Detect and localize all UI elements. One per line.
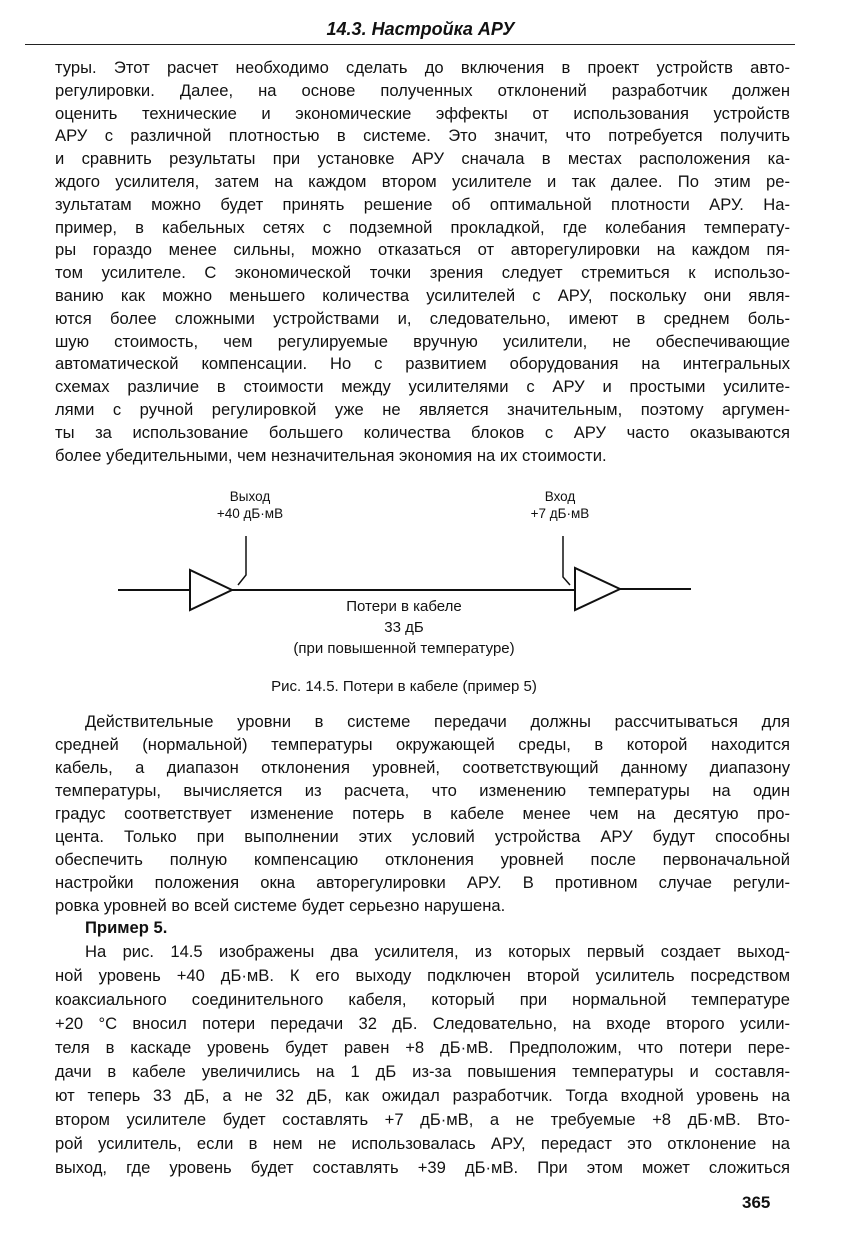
text-line: На рис. 14.5 изображены два усилителя, из которых первый создает выход- [85,942,790,961]
text-line: выход, где уровень будет составлять +39 дБ·мВ. При этом может сложиться [55,1158,790,1177]
running-header: 14.3. Настройка АРУ [326,19,515,39]
input-pointer [563,536,570,585]
text-line: ются более сложными устройствами и, следовательно, имеют в среднем боль- [55,308,790,328]
text-line: +20 °С вносил потери передачи 32 дБ. Следовательно, на входе второго усили- [55,1014,790,1033]
text-line: обеспечить полную компенсацию отклонения уровней после первоначальной [55,850,790,869]
output-level: +40 дБ·мВ [216,506,284,521]
text-line: и сравнить результаты при установке АРУ сначала в местах расположения ка- [55,149,790,169]
text-line: схемах различие в стоимости между усилителями с АРУ и простыми усилите- [55,377,790,397]
text-line: том усилителе. С экономической точки зрения следует стремиться к использо- [55,263,790,283]
text-line: ждого усилителя, затем на каждом втором усилителе и так далее. По этим ре- [55,171,790,191]
figure-caption: Рис. 14.5. Потери в кабеле (пример 5) [271,678,537,695]
amplifier-1-triangle [190,570,232,610]
text-line: втором усилителе будет составлять +7 дБ·мВ, а не требуемые +8 дБ·мВ. Вто- [55,1110,790,1129]
text-line: ют теперь 33 дБ, а не 32 дБ, как ожидал разработчик. Тогда входной уровень на [55,1086,790,1105]
text-line: ванию как можно меньшего количества усилителей с АРУ, поскольку они явля- [55,285,790,305]
text-line: автоматической компенсации. Но с развитием оборудования на интегральных [55,354,790,374]
text-line: коаксиального соединительного кабеля, который при нормальной температуре [55,990,790,1009]
text-line: зультатам можно будет принять решение об оптимальной плотности АРУ. На- [55,194,790,214]
loss-label-line2: 33 дБ [384,619,424,636]
example-heading: Пример 5. [85,918,168,937]
text-line: туры. Этот расчет необходимо сделать до включения в проект устройств авто- [55,58,790,77]
text-line: теля в каскаде уровень будет равен +8 дБ·мВ. Предположим, что потери пере- [55,1038,790,1057]
text-line: регулировки. Далее, на основе полученных отклонений разработчик должен [55,80,790,100]
text-line: более убедительными, чем незначительная экономия на их стоимости. [55,445,607,465]
input-level: +7 дБ·мВ [530,506,590,521]
loss-label-line3: (при повышенной температуре) [293,640,515,657]
text-line: дачи в кабеле увеличились на 1 дБ из-за повышения температуры и составля- [55,1062,790,1081]
text-line: кабель, а диапазон отклонения уровней, соответствующий данному диапазону [55,758,790,777]
text-line: пример, в кабельных сетях с подземной прокладкой, где колебания температу- [55,217,790,237]
page-number: 365 [742,1193,771,1212]
output-pointer [238,536,246,585]
text-line: шую стоимость, чем регулируемые вручную усилители, не обеспечивающие [55,331,790,351]
input-label: Вход [544,489,576,504]
text-line: настройки положения окна авторегулировки АРУ. В противном случае регули- [55,873,790,892]
text-line: средней (нормальной) температуры окружающей среды, в которой находится [55,735,790,754]
amplifier-2-triangle [575,568,620,610]
text-line: Действительные уровни в системе передачи должны рассчитываться для [85,712,790,731]
text-line: оценить технические и экономические эффекты от использования устройств [55,103,790,123]
paragraph-3 [55,940,790,1180]
output-label: Выход [229,489,271,504]
text-line: ной уровень +40 дБ·мВ. К его выходу подключен второй усилитель посредством [55,966,790,985]
text-line: температуры, вычисляется из расчета, что изменению температуры на один [55,781,790,800]
text-line: ты за использование большего количества блоков с АРУ часто оказываются [55,422,790,442]
text-line: ровка уровней во всей системе будет серьезно нарушена. [55,896,506,915]
text-line: лями с ручной регулировкой уже не является значительным, поэтому аргумен- [55,399,790,419]
text-line: рой усилитель, если в нем не использовалась АРУ, передаст это отклонение на [55,1134,790,1153]
loss-label-line1: Потери в кабеле [346,598,462,615]
text-line: ры гораздо менее сильны, можно отказаться от авторегулировки на каждом пя- [55,240,790,260]
text-line: АРУ с различной плотностью в системе. Это значит, что потребуется получить [55,126,790,146]
text-line: цента. Только при выполнении этих условий устройства АРУ будут способны [55,827,790,846]
paragraph-2 [55,710,790,917]
text-line: градус соответствует изменение потерь в кабеле менее чем на десятую про- [55,804,790,823]
